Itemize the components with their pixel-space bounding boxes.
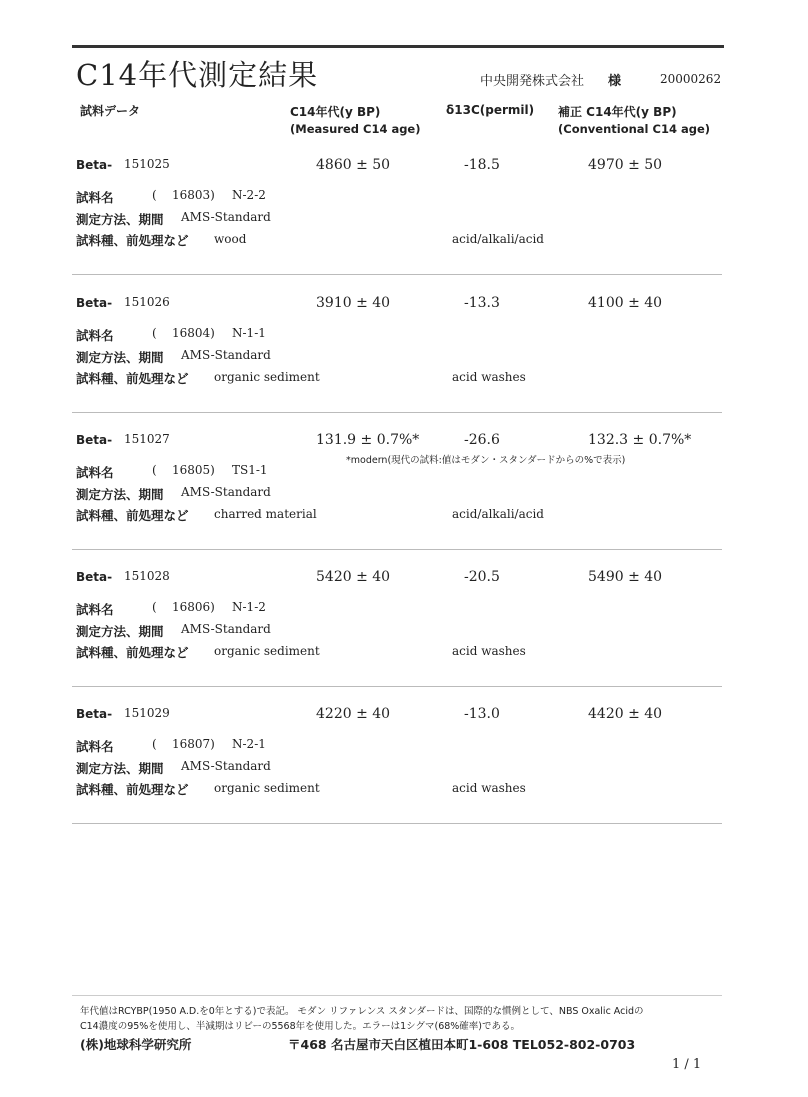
- pretreatment-value: acid washes: [452, 370, 526, 384]
- material-value: organic sediment: [214, 370, 320, 384]
- measured-age: 4860 ± 50: [316, 157, 391, 173]
- sample-code: 16803): [172, 188, 215, 202]
- sample-name-open-paren: (: [152, 600, 157, 614]
- material-label: 試料種、前処理など: [76, 782, 189, 797]
- conventional-age: 4100 ± 40: [588, 295, 663, 311]
- sample-name: TS1-1: [232, 463, 268, 477]
- method-label: 測定方法、期間: [76, 350, 164, 365]
- method-label: 測定方法、期間: [76, 212, 164, 227]
- sample-name-label: 試料名: [76, 328, 114, 343]
- measured-age: 5420 ± 40: [316, 569, 391, 585]
- top-rule: [72, 45, 724, 48]
- column-header-measured-en: (Measured C14 age): [290, 122, 421, 136]
- modern-note: *modern(現代の試料:値はモダン・スタンダードからの%で表示): [346, 455, 626, 466]
- lab-address: 〒468 名古屋市天白区植田本町1-608 TEL052-802-0703: [288, 1037, 636, 1052]
- pretreatment-value: acid washes: [452, 644, 526, 658]
- sample-code: 16807): [172, 737, 215, 751]
- conventional-age: 132.3 ± 0.7%*: [588, 432, 692, 448]
- column-header-measured-jp: C14年代(y BP): [290, 105, 381, 119]
- material-value: organic sediment: [214, 781, 320, 795]
- method-value: AMS-Standard: [181, 210, 271, 224]
- material-label: 試料種、前処理など: [76, 233, 189, 248]
- sample-name-label: 試料名: [76, 190, 114, 205]
- sample-name-open-paren: (: [152, 188, 157, 202]
- sample-name-label: 試料名: [76, 602, 114, 617]
- page-title: C14年代測定結果: [76, 58, 319, 92]
- sample-code: 16804): [172, 326, 215, 340]
- beta-prefix: Beta-: [76, 707, 113, 721]
- material-label: 試料種、前処理など: [76, 645, 189, 660]
- sample-name: N-1-1: [232, 326, 266, 340]
- sample-name-open-paren: (: [152, 737, 157, 751]
- beta-id: 151028: [124, 569, 170, 583]
- beta-id: 151027: [124, 432, 170, 446]
- sample-name-label: 試料名: [76, 739, 114, 754]
- record-divider: [72, 823, 722, 824]
- beta-id: 151026: [124, 295, 170, 309]
- method-label: 測定方法、期間: [76, 761, 164, 776]
- measured-age: 131.9 ± 0.7%*: [316, 432, 420, 448]
- record-divider: [72, 549, 722, 550]
- delta13c-value: -13.0: [464, 706, 500, 722]
- lab-name: (株)地球科学研究所: [80, 1037, 192, 1052]
- method-value: AMS-Standard: [181, 759, 271, 773]
- sample-name: N-2-1: [232, 737, 266, 751]
- page-number: 1 / 1: [672, 1057, 702, 1072]
- measured-age: 3910 ± 40: [316, 295, 391, 311]
- record-divider: [72, 274, 722, 275]
- column-header-sample-data: 試料データ: [80, 104, 141, 118]
- method-value: AMS-Standard: [181, 485, 271, 499]
- delta13c-value: -20.5: [464, 569, 500, 585]
- material-value: charred material: [214, 507, 317, 521]
- beta-prefix: Beta-: [76, 296, 113, 310]
- material-label: 試料種、前処理など: [76, 371, 189, 386]
- column-header-conventional-en: (Conventional C14 age): [558, 122, 710, 136]
- beta-id: 151025: [124, 157, 170, 171]
- sample-name-open-paren: (: [152, 326, 157, 340]
- conventional-age: 4420 ± 40: [588, 706, 663, 722]
- beta-prefix: Beta-: [76, 158, 113, 172]
- client-honorific: 様: [608, 74, 622, 89]
- record-divider: [72, 412, 722, 413]
- conventional-age: 4970 ± 50: [588, 157, 663, 173]
- pretreatment-value: acid/alkali/acid: [452, 232, 544, 246]
- sample-name-label: 試料名: [76, 465, 114, 480]
- footer-note-line2: C14濃度の95%を使用し、半減期はリビーの5568年を使用した。エラーは1シグマ(68%確率)である。: [80, 1021, 521, 1032]
- beta-id: 151029: [124, 706, 170, 720]
- pretreatment-value: acid/alkali/acid: [452, 507, 544, 521]
- sample-name: N-1-2: [232, 600, 266, 614]
- material-label: 試料種、前処理など: [76, 508, 189, 523]
- delta13c-value: -26.6: [464, 432, 500, 448]
- sample-name: N-2-2: [232, 188, 266, 202]
- column-header-delta13c: δ13C(permil): [446, 103, 535, 117]
- pretreatment-value: acid washes: [452, 781, 526, 795]
- sample-code: 16805): [172, 463, 215, 477]
- delta13c-value: -18.5: [464, 157, 500, 173]
- method-value: AMS-Standard: [181, 622, 271, 636]
- sample-name-open-paren: (: [152, 463, 157, 477]
- method-label: 測定方法、期間: [76, 487, 164, 502]
- footer-rule: [72, 995, 722, 996]
- sample-code: 16806): [172, 600, 215, 614]
- client-company: 中央開発株式会社: [480, 74, 585, 89]
- conventional-age: 5490 ± 40: [588, 569, 663, 585]
- beta-prefix: Beta-: [76, 433, 113, 447]
- document-number: 20000262: [660, 72, 722, 86]
- method-label: 測定方法、期間: [76, 624, 164, 639]
- measured-age: 4220 ± 40: [316, 706, 391, 722]
- material-value: organic sediment: [214, 644, 320, 658]
- footer-note-line1: 年代値はRCYBP(1950 A.D.を0年とする)で表記。 モダン リファレンス スタンダードは、国際的な慣例として、NBS Oxalic Acidの: [80, 1006, 644, 1017]
- record-divider: [72, 686, 722, 687]
- material-value: wood: [214, 232, 247, 246]
- beta-prefix: Beta-: [76, 570, 113, 584]
- column-header-conventional-jp: 補正 C14年代(y BP): [558, 105, 677, 119]
- method-value: AMS-Standard: [181, 348, 271, 362]
- delta13c-value: -13.3: [464, 295, 500, 311]
